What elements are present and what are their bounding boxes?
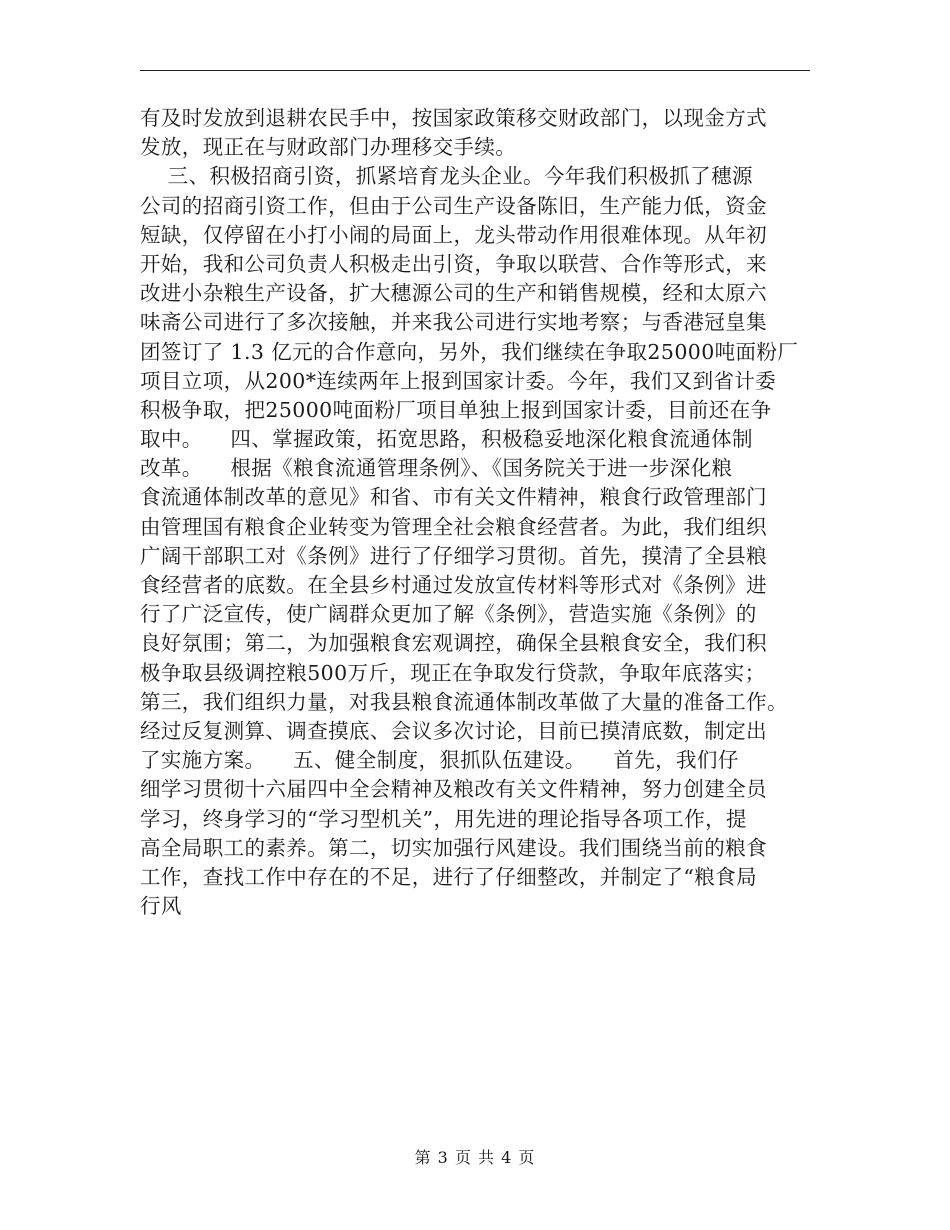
text-line: 味斋公司进行了多次接触，并来我公司进行实地考察；与香港冠皇集 xyxy=(140,310,767,335)
text-line: 广阔干部职工对《条例》进行了仔细学习贯彻。首先，摸清了全县粮 xyxy=(140,543,767,568)
text-line: 高全局职工的素养。第二，切实加强行风建设。我们围绕当前的粮食 xyxy=(140,835,767,860)
text-line: 行了广泛宣传，使广阔群众更加了解《条例》，营造实施《条例》的 xyxy=(140,602,757,627)
text-line: 三、积极招商引资，抓紧培育龙头企业。今年我们积极抓了穗源 xyxy=(140,164,753,189)
text-line: 公司的招商引资工作，但由于公司生产设备陈旧，生产能力低，资金 xyxy=(140,193,767,218)
text-line: 团签订了 1.3 亿元的合作意向，另外，我们继续在争取25000吨面粉厂 xyxy=(140,339,799,364)
text-line: 取中。 四、掌握政策，拓宽思路，积极稳妥地深化粮食流通体制 xyxy=(140,427,753,452)
text-line: 食流通体制改革的意见》和省、市有关文件精神，粮食行政管理部门 xyxy=(140,485,767,510)
text-line: 极争取县级调控粮500万斤，现正在争取发行贷款，争取年底落实； xyxy=(140,660,766,685)
document-body xyxy=(140,104,812,921)
text-line: 了实施方案。 五、健全制度，狠抓队伍建设。 首先，我们仔 xyxy=(140,748,739,773)
text-line: 项目立项，从200*连续两年上报到国家计委。今年，我们又到省计委 xyxy=(140,368,777,393)
text-line: 由管理国有粮食企业转变为管理全社会粮食经营者。为此，我们组织 xyxy=(140,514,767,539)
text-line: 良好氛围；第二，为加强粮食宏观调控，确保全县粮食安全，我们积 xyxy=(140,631,767,656)
text-line: 学习，终身学习的“学习型机关”，用先进的理论指导各项工作，提 xyxy=(140,806,747,831)
text-line: 细学习贯彻十六届四中全会精神及粮改有关文件精神，努力创建全员 xyxy=(140,777,767,802)
text-line: 积极争取，把25000吨面粉厂项目单独上报到国家计委，目前还在争 xyxy=(140,397,772,422)
page-number-footer: 第 3 页 共 4 页 xyxy=(414,1148,536,1167)
text-line: 第三，我们组织力量，对我县粮食流通体制改革做了大量的准备工作。 xyxy=(140,689,788,714)
text-line: 短缺，仅停留在小打小闹的局面上，龙头带动作用很难体现。从年初 xyxy=(140,222,767,247)
text-line: 发放，现正在与财政部门办理移交手续。 xyxy=(140,135,517,160)
header-rule xyxy=(140,70,810,71)
text-line: 工作，查找工作中存在的不足，进行了仔细整改，并制定了“粮食局 xyxy=(140,864,757,889)
text-line: 行风 xyxy=(140,894,182,919)
text-line: 食经营者的底数。在全县乡村通过发放宣传材料等形式对《条例》进 xyxy=(140,573,767,597)
text-line: 有及时发放到退耕农民手中，按国家政策移交财政部门，以现金方式 xyxy=(140,106,767,130)
text-line: 改革。 根据《粮食流通管理条例》、《国务院关于进一步深化粮 xyxy=(140,456,733,481)
text-line: 开始，我和公司负责人积极走出引资，争取以联营、合作等形式，来 xyxy=(140,251,767,276)
text-line: 改进小杂粮生产设备，扩大穗源公司的生产和销售规模，经和太原六 xyxy=(140,281,767,306)
text-line: 经过反复测算、调查摸底、会议多次讨论，目前已摸清底数，制定出 xyxy=(140,718,767,743)
